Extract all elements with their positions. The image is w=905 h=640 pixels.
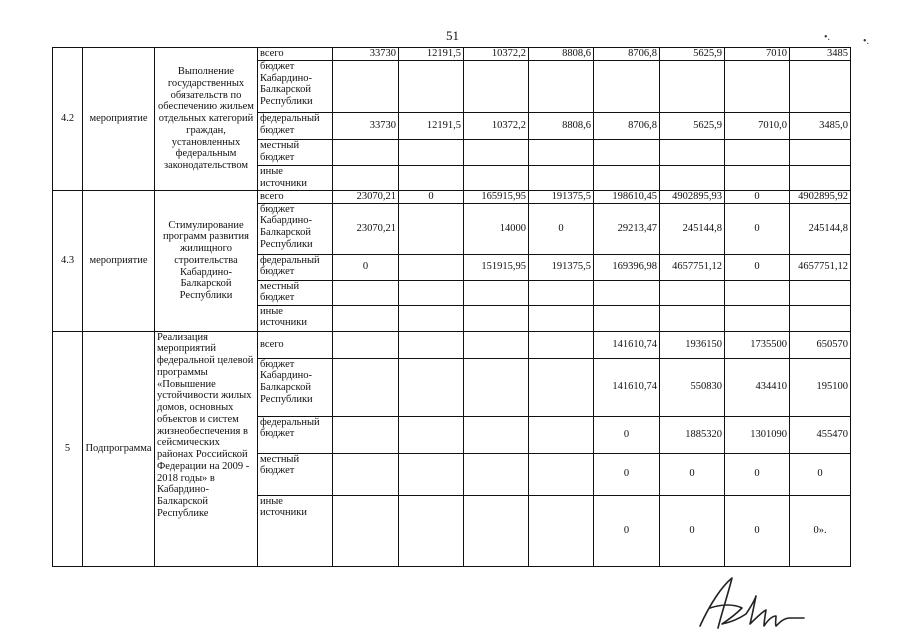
- value-cell: [399, 416, 464, 453]
- value-cell: [725, 165, 790, 190]
- value-cell: 0: [399, 190, 464, 203]
- table-row: [53, 48, 851, 61]
- value-cell: [529, 165, 594, 190]
- value-cell: 141610,74: [594, 331, 660, 358]
- value-cell: 1301090: [725, 416, 790, 453]
- value-cell: 0: [725, 254, 790, 280]
- value-cell: 0: [725, 190, 790, 203]
- value-cell: [660, 305, 725, 331]
- value-cell: 0: [660, 453, 725, 495]
- table-row: [53, 190, 851, 203]
- value-cell: 12191,5: [399, 48, 464, 61]
- value-cell: [399, 139, 464, 165]
- value-cell: 4657751,12: [660, 254, 725, 280]
- value-cell: 165915,95: [464, 190, 529, 203]
- value-cell: 0: [725, 453, 790, 495]
- row-description: Реализация мероприятий федеральной целевой программы «Повышение устойчивости жилых домов, основных объектов и систем жизнеобеспечения в сейсмических районах Российской Федерации на 2009 - 2018 годы» в Кабардино-Балкарской Республике: [155, 331, 258, 566]
- value-cell: [464, 331, 529, 358]
- value-cell: [464, 358, 529, 416]
- value-cell: [464, 60, 529, 112]
- value-cell: [790, 60, 851, 112]
- value-cell: 0: [594, 495, 660, 566]
- value-cell: [660, 139, 725, 165]
- value-cell: [790, 280, 851, 305]
- value-cell: [790, 139, 851, 165]
- row-type: мероприятие: [83, 48, 155, 191]
- value-cell: [790, 165, 851, 190]
- value-cell: 14000: [464, 203, 529, 254]
- value-cell: 8706,8: [594, 48, 660, 61]
- value-cell: [594, 305, 660, 331]
- source-label: местный бюджет: [258, 453, 333, 495]
- value-cell: 0: [594, 416, 660, 453]
- value-cell: 0: [725, 495, 790, 566]
- page-number: 51: [446, 28, 459, 43]
- value-cell: [594, 280, 660, 305]
- value-cell: [399, 453, 464, 495]
- value-cell: [333, 60, 399, 112]
- value-cell: 33730: [333, 112, 399, 139]
- scan-mark: •.: [824, 32, 831, 43]
- value-cell: [333, 331, 399, 358]
- source-label: иные источники: [258, 495, 333, 566]
- value-cell: [529, 495, 594, 566]
- value-cell: 455470: [790, 416, 851, 453]
- source-label: всего: [258, 48, 333, 61]
- value-cell: [529, 358, 594, 416]
- value-cell: [399, 358, 464, 416]
- value-cell: 8808,6: [529, 48, 594, 61]
- value-cell: 141610,74: [594, 358, 660, 416]
- value-cell: 7010,0: [725, 112, 790, 139]
- value-cell: 1936150: [660, 331, 725, 358]
- value-cell: [464, 280, 529, 305]
- value-cell: [594, 60, 660, 112]
- value-cell: [529, 453, 594, 495]
- value-cell: [464, 305, 529, 331]
- row-description: Стимулирование программ развития жилищного строительства Кабардино-Балкарской Республики: [155, 190, 258, 331]
- value-cell: 151915,95: [464, 254, 529, 280]
- value-cell: [594, 165, 660, 190]
- value-cell: 4902895,93: [660, 190, 725, 203]
- value-cell: 191375,5: [529, 190, 594, 203]
- source-label: федеральный бюджет: [258, 112, 333, 139]
- value-cell: [464, 453, 529, 495]
- value-cell: [399, 305, 464, 331]
- row-number: 5: [53, 331, 83, 566]
- row-type: Подпрограмма: [83, 331, 155, 566]
- value-cell: 5625,9: [660, 48, 725, 61]
- value-cell: [333, 165, 399, 190]
- value-cell: 3485: [790, 48, 851, 61]
- value-cell: [725, 139, 790, 165]
- value-cell: [725, 305, 790, 331]
- value-cell: 29213,47: [594, 203, 660, 254]
- source-label: иные источники: [258, 305, 333, 331]
- source-label: бюджет Кабардино-Балкарской Республики: [258, 203, 333, 254]
- value-cell: 195100: [790, 358, 851, 416]
- value-cell: [529, 60, 594, 112]
- value-cell: 0».: [790, 495, 851, 566]
- value-cell: [399, 254, 464, 280]
- value-cell: [333, 358, 399, 416]
- value-cell: [529, 331, 594, 358]
- value-cell: 650570: [790, 331, 851, 358]
- value-cell: [464, 139, 529, 165]
- value-cell: [399, 60, 464, 112]
- source-label: всего: [258, 331, 333, 358]
- value-cell: 23070,21: [333, 203, 399, 254]
- source-label: местный бюджет: [258, 280, 333, 305]
- value-cell: 198610,45: [594, 190, 660, 203]
- value-cell: [333, 495, 399, 566]
- value-cell: [464, 165, 529, 190]
- value-cell: [333, 305, 399, 331]
- value-cell: [660, 60, 725, 112]
- value-cell: [399, 495, 464, 566]
- value-cell: [660, 165, 725, 190]
- value-cell: 7010: [725, 48, 790, 61]
- value-cell: [529, 416, 594, 453]
- value-cell: 191375,5: [529, 254, 594, 280]
- budget-table: [52, 47, 851, 567]
- value-cell: [399, 331, 464, 358]
- value-cell: 434410: [725, 358, 790, 416]
- value-cell: [399, 165, 464, 190]
- value-cell: [464, 495, 529, 566]
- row-number: 4.3: [53, 190, 83, 331]
- value-cell: [333, 453, 399, 495]
- value-cell: 0: [725, 203, 790, 254]
- value-cell: [399, 280, 464, 305]
- value-cell: 10372,2: [464, 112, 529, 139]
- value-cell: [333, 416, 399, 453]
- source-label: всего: [258, 190, 333, 203]
- value-cell: 4902895,92: [790, 190, 851, 203]
- value-cell: 0: [594, 453, 660, 495]
- row-number: 4.2: [53, 48, 83, 191]
- value-cell: 0: [790, 453, 851, 495]
- value-cell: 245144,8: [790, 203, 851, 254]
- value-cell: [464, 416, 529, 453]
- value-cell: 0: [333, 254, 399, 280]
- value-cell: 23070,21: [333, 190, 399, 203]
- value-cell: [333, 280, 399, 305]
- value-cell: [725, 60, 790, 112]
- source-label: федеральный бюджет: [258, 416, 333, 453]
- value-cell: 550830: [660, 358, 725, 416]
- value-cell: [333, 139, 399, 165]
- value-cell: 1735500: [725, 331, 790, 358]
- source-label: бюджет Кабардино-Балкарской Республики: [258, 60, 333, 112]
- handwritten-signature: [692, 574, 812, 634]
- value-cell: [660, 280, 725, 305]
- row-type: мероприятие: [83, 190, 155, 331]
- value-cell: 8808,6: [529, 112, 594, 139]
- source-label: бюджет Кабардино-Балкарской Республики: [258, 358, 333, 416]
- value-cell: [725, 280, 790, 305]
- value-cell: [529, 139, 594, 165]
- value-cell: 0: [660, 495, 725, 566]
- scan-mark: •.: [863, 36, 870, 47]
- value-cell: [399, 203, 464, 254]
- value-cell: 5625,9: [660, 112, 725, 139]
- value-cell: 33730: [333, 48, 399, 61]
- value-cell: 12191,5: [399, 112, 464, 139]
- value-cell: 4657751,12: [790, 254, 851, 280]
- value-cell: 10372,2: [464, 48, 529, 61]
- value-cell: 3485,0: [790, 112, 851, 139]
- source-label: иные источники: [258, 165, 333, 190]
- value-cell: 8706,8: [594, 112, 660, 139]
- value-cell: 245144,8: [660, 203, 725, 254]
- value-cell: [594, 139, 660, 165]
- value-cell: 169396,98: [594, 254, 660, 280]
- value-cell: [529, 280, 594, 305]
- value-cell: 0: [529, 203, 594, 254]
- table-row: [53, 331, 851, 358]
- value-cell: 1885320: [660, 416, 725, 453]
- source-label: местный бюджет: [258, 139, 333, 165]
- value-cell: [529, 305, 594, 331]
- value-cell: [790, 305, 851, 331]
- source-label: федеральный бюджет: [258, 254, 333, 280]
- row-description: Выполнение государственных обязательств по обеспечению жильем отдельных категорий граждан, установленных федеральным законодательством: [155, 48, 258, 191]
